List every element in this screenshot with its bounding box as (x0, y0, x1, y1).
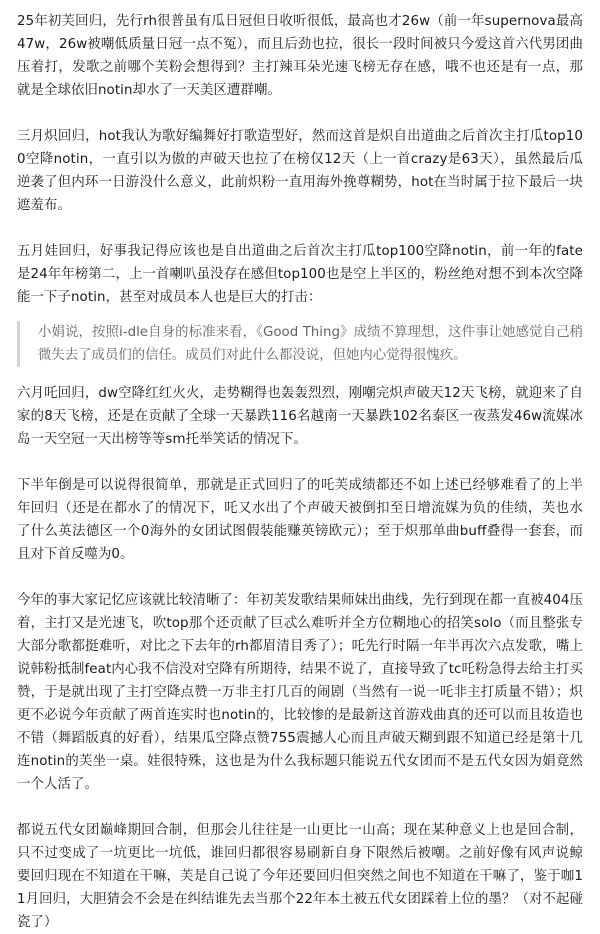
paragraph-spacer (17, 367, 583, 382)
paragraph-spacer (17, 796, 583, 819)
paragraph-march-comeback: 三月炽回归，hot我认为歌好编舞好打歌造型好，然而这首是炽自出道曲之后首次主打瓜top100空降notin，一直引以为傲的声破天也拉了在榜仅12天（上一首crazy是63天），虽然最后瓜逆袭了但内环一日游没什么意义，此前炽粉一直用海外挽尊糊势，hot在当时属于拉下最后一块遮羞布。 (17, 129, 583, 213)
paragraph-conclusion: 都说五代女团巅峰期回合制，但那会儿往往是一山更比一山高；现在某种意义上也是回合制，只不过变成了一坑更比一坑低，谁回归都很容易刷新自身下限然后被嘲。之前好像有风声说鲸要回归现在不知道在干嘛，芙是自己说了今年还要回归但突然之间也不知道在干嘛了，鉴于咖11月回归，大胆猜会不会是在纠结谁先去当那个22年本土被五代女团踩着上位的墨？（对不起碰瓷了） (17, 823, 583, 930)
paragraph-spacer (17, 451, 583, 474)
blockquote: 小娟说，按照i-dle自身的标准来看，《Good Thing》成绩不算理想，这件事让她感觉自己稍微失去了成员们的信任。成员们对此什么都没说，但她内心觉得很愧疚。 (17, 321, 583, 367)
paragraph-may-comeback: 五月娃回归，好事我记得应该也是自出道曲之后首次主打瓜top100空降notin，前一年的fate是24年年榜第二，上一首喇叭虽没存在感但top100也是空上半区的，粉丝绝对想不到本次空降能一下子notin，甚至对成员本人也是巨大的打击： (17, 244, 583, 305)
paragraph-june-comeback: 六月吒回归，dw空降红红火火，走势糊得也轰轰烈烈，刚嘲完炽声破天12天飞榜，就迎来了自家的8天飞榜，还是在贡献了全球一天暴跌116名越南一天暴跌102名泰区一夜蒸发46w流媒冰岛一天空冠一天出榜等等sm托举笑话的情况下。 (17, 386, 583, 447)
paragraph-this-year: 今年的事大家记忆应该就比较清晰了：年初芙发歌结果师妹出曲线，先行到现在都一直被404压着，主打又是光速飞，吹top那个还贡献了巨忒么难听并全方位糊地心的招笑solo（而且整张专大部分歌都挺难听，对比之下去年的rh都眉清目秀了）；吒先行时隔一年半再次六点发歌，嘴上说韩粉抵制feat内心我不信没对空降有所期待，结果不说了，直接导致了tc吒粉急得去给主打买赞，于是就出现了主打空降点赞一万非主打几百的闹剧（当然有一说一吒非主打质量不错）；炽更不必说今年贡献了两首连实时也notin的，比较惨的是最新这首游戏曲真的还可以而且妆造也不错（舞蹈版真的好看），结果瓜空降点赞755震撼人心而且声破天糊到跟不知道已经是第十几连notin的芙坐一桌。娃很特殊，这也是为什么我标题只能说五代女团而不是五代女因为娟竟然一个人活了。 (17, 593, 583, 792)
paragraph-spacer (17, 309, 583, 321)
paragraph-spacer (17, 566, 583, 589)
paragraph-spacer (17, 102, 583, 125)
paragraph-fromis-comeback: 25年初芙回归，先行rh很普虽有瓜日冠但日收听很低，最高也才26w（前一年supernova最高47w，26w被嘲低质量日冠一点不冤），而且后劲也拉，很长一段时间被只今爱这首六代男团曲压着打，发歌之前哪个芙粉会想得到？主打辣耳朵光速飞榜无存在感，哦不也还是有一点，那就是全球依旧notin却水了一天美区遭群嘲。 (17, 14, 583, 98)
paragraph-second-half-year: 下半年倒是可以说得很简单，那就是正式回归了的吒芙成绩都还不如上述已经够难看了的上半年回归（还是在都水了的情况下，吒又水出了个声破天被倒扣至日增流媒为负的佳绩，芙也水了什么英法德区一个0海外的女团试图假装能赚英镑欧元）；至于炽那单曲buff叠得一套套，而且对下首反噬为0。 (17, 478, 583, 562)
paragraph-spacer (17, 217, 583, 240)
